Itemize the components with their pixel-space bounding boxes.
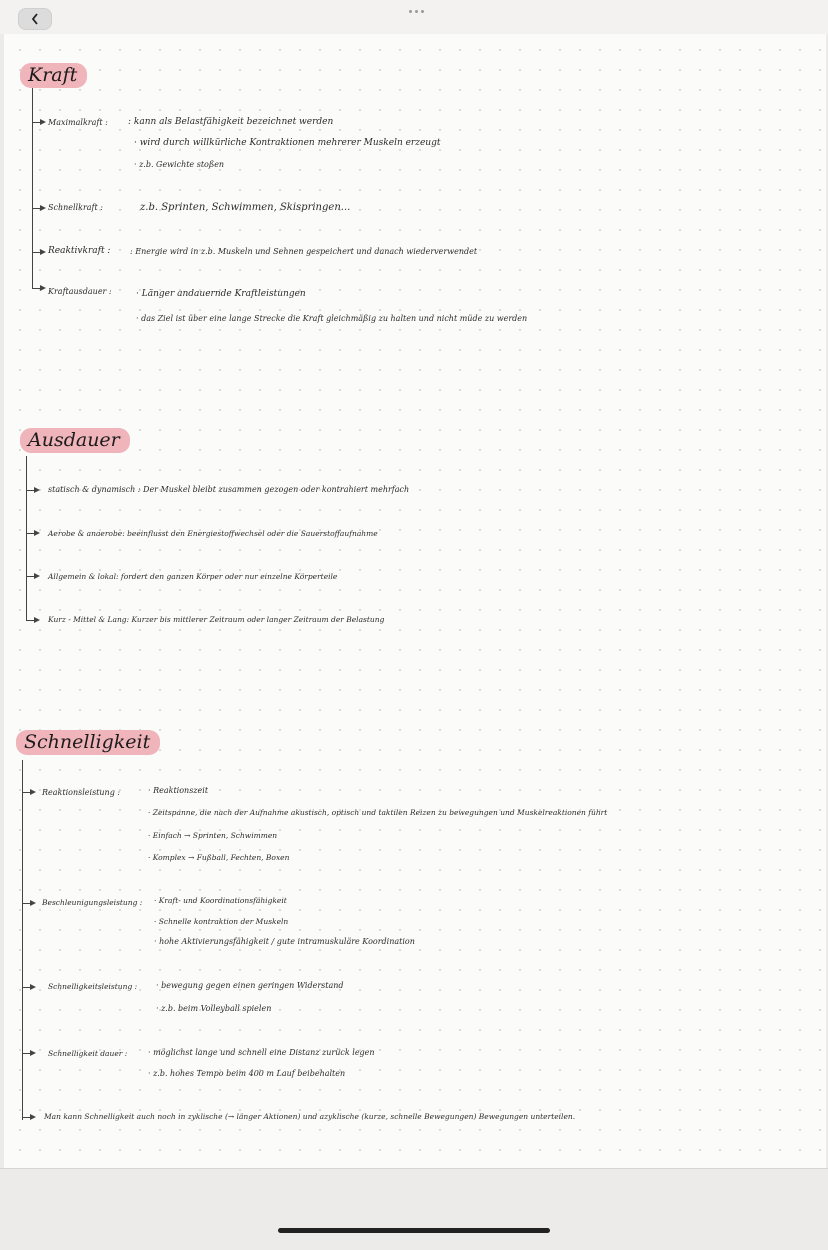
chevron-left-icon bbox=[30, 13, 40, 25]
divider bbox=[0, 1168, 828, 1169]
note-line: statisch & dynamisch : Der Muskel bleibt zusammen gezogen oder kontrahiert mehrfach bbox=[48, 485, 410, 494]
term-label: Schnellkraft : bbox=[48, 203, 103, 212]
note-line: : Energie wird in z.b. Muskeln und Sehnen gespeichert und danach wiederverwendet bbox=[130, 247, 478, 256]
arrow-icon bbox=[26, 620, 35, 621]
arrow-icon bbox=[26, 576, 35, 577]
note-line: : kann als Belastfähigkeit bezeichnet werden bbox=[128, 117, 334, 127]
top-toolbar bbox=[0, 0, 828, 34]
note-line: · Kraft- und Koordinationsfähigkeit bbox=[154, 896, 287, 905]
footer-note: Man kann Schnelligkeit auch noch in zyklische (→ länger Aktionen) und azyklische (kurze, schnelle Bewegungen) Bewegungen unterteilen. bbox=[44, 1112, 576, 1121]
arrow-icon bbox=[26, 490, 35, 491]
section-title-schnelligkeit: Schnelligkeit bbox=[16, 730, 160, 755]
term-label: Schnelligkeit dauer : bbox=[48, 1049, 128, 1058]
note-line: · z.b. beim Volleyball spielen bbox=[156, 1004, 272, 1013]
note-line: Kurz - Mittel & Lang: Kurzer bis mittlerer Zeitraum oder langer Zeitraum der Belastung bbox=[48, 615, 385, 624]
arrow-icon bbox=[22, 792, 31, 793]
note-line: · Einfach → Sprinten, Schwimmen bbox=[148, 831, 278, 840]
note-line: · Komplex → Fußball, Fechten, Boxen bbox=[148, 853, 290, 862]
arrow-icon bbox=[26, 533, 35, 534]
note-line: · hohe Aktivierungsfähigkeit / gute intramuskuläre Koordination bbox=[154, 937, 415, 946]
term-label: Maximalkraft : bbox=[48, 118, 108, 127]
note-line: · bewegung gegen einen geringen Widerstand bbox=[156, 981, 344, 990]
note-line: Aerobe & anaerobe: beeinflusst den Energiestoffwechsel oder die Sauerstoffaufnahme bbox=[48, 529, 378, 538]
arrow-icon bbox=[22, 1053, 31, 1054]
term-label: Reaktionsleistung : bbox=[42, 788, 121, 797]
term-label: Kraftausdauer : bbox=[48, 287, 112, 296]
section-title-ausdauer: Ausdauer bbox=[20, 428, 130, 453]
term-label: Beschleunigungsleistung : bbox=[42, 898, 143, 907]
arrow-icon bbox=[32, 208, 41, 209]
term-label: Reaktivkraft : bbox=[48, 246, 111, 256]
tree-line bbox=[26, 456, 27, 621]
note-line: · Schnelle kontraktion der Muskeln bbox=[154, 917, 289, 926]
arrow-icon bbox=[22, 903, 31, 904]
note-line: · möglichst lange und schnell eine Distanz zurück legen bbox=[148, 1048, 375, 1057]
note-line: · Länger andauernde Kraftleistungen bbox=[136, 289, 306, 299]
tree-line bbox=[22, 760, 23, 1120]
arrow-icon bbox=[32, 122, 41, 123]
note-line: · z.b. hohes Tempo beim 400 m Lauf beibehalten bbox=[148, 1069, 346, 1078]
arrow-icon bbox=[32, 252, 41, 253]
note-line: · das Ziel ist über eine lange Strecke die Kraft gleichmäßig zu halten und nicht müde zu werden bbox=[136, 314, 528, 323]
ellipsis-icon[interactable] bbox=[404, 6, 428, 16]
note-line: · Reaktionszeit bbox=[148, 786, 209, 795]
note-page[interactable] bbox=[4, 34, 826, 1168]
back-button[interactable] bbox=[18, 8, 52, 30]
section-title-kraft: Kraft bbox=[20, 63, 87, 88]
home-indicator[interactable] bbox=[278, 1228, 550, 1233]
tree-line bbox=[32, 88, 33, 288]
arrow-icon bbox=[32, 288, 41, 289]
arrow-icon bbox=[22, 1117, 31, 1118]
term-label: Schnelligkeitsleistung : bbox=[48, 982, 138, 991]
note-line: Allgemein & lokal: fordert den ganzen Körper oder nur einzelne Körperteile bbox=[48, 572, 338, 581]
note-line: · wird durch willkürliche Kontraktionen mehrerer Muskeln erzeugt bbox=[134, 138, 441, 148]
note-line: z.b. Sprinten, Schwimmen, Skispringen... bbox=[140, 202, 351, 213]
note-line: · Zeitspanne, die nach der Aufnahme akustisch, optisch und taktilen Reizen zu bewegungen und Muskelreaktionen führt bbox=[148, 808, 608, 817]
note-line: · z.b. Gewichte stoßen bbox=[134, 160, 225, 169]
arrow-icon bbox=[22, 987, 31, 988]
